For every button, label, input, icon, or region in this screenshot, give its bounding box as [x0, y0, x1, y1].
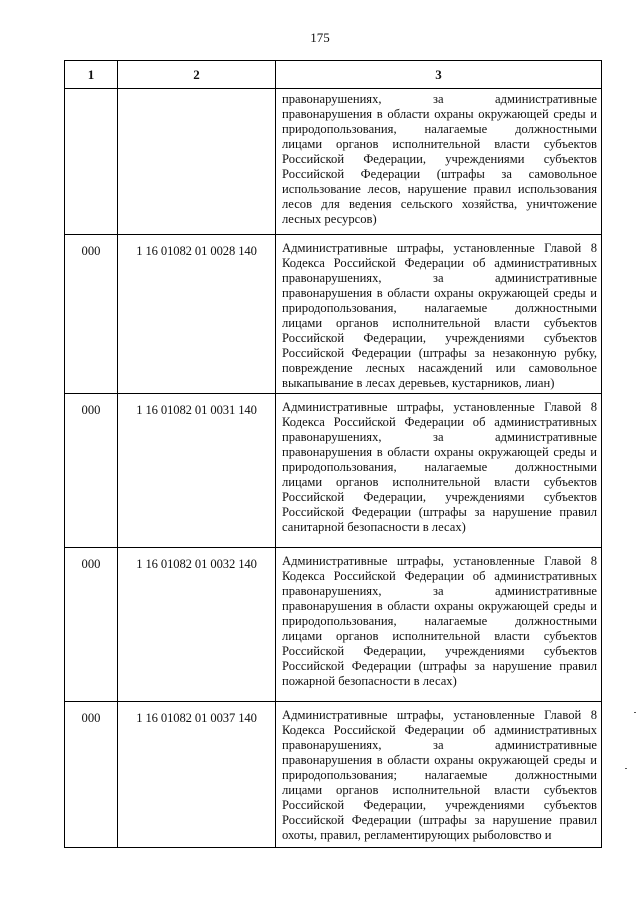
description-line: Российской Федерации, учреждениями субъектов	[282, 490, 597, 504]
description-line: пожарной безопасности в лесах)	[282, 674, 457, 688]
description-line: лесов для ведения сельского хозяйства, уничтожение	[282, 197, 597, 211]
admin-code-cell: 000	[65, 235, 118, 394]
column-header-3: 3	[276, 61, 602, 89]
scan-mark	[625, 768, 627, 769]
description-line: Кодекса Российской Федерации об административных	[282, 256, 597, 270]
income-code-cell: 1 16 01082 01 0031 140	[118, 394, 276, 548]
table-row	[65, 235, 602, 394]
income-code-cell: 1 16 01082 01 0028 140	[118, 235, 276, 394]
description-cell	[276, 89, 602, 235]
description-line: правонарушения в области охраны окружающей среды и	[282, 445, 597, 459]
description-line: выкапывание в лесах деревьев, кустарников, лиан)	[282, 376, 555, 390]
description-line: природопользования; налагаемые должностными	[282, 768, 597, 782]
table-body	[65, 89, 602, 848]
description-cell	[276, 702, 602, 848]
description-line: природопользования, налагаемые должностными	[282, 614, 597, 628]
description-cell	[276, 394, 602, 548]
description-line: Административные штрафы, установленные Главой 8	[282, 400, 597, 414]
description-line: Кодекса Российской Федерации об административных	[282, 415, 597, 429]
description-line: Российской Федерации, учреждениями субъектов	[282, 152, 597, 166]
description-line: лицами органов исполнительной власти субъектов	[282, 137, 597, 151]
description-line: правонарушениях, за административные	[282, 430, 597, 444]
description-line: Российской Федерации (штрафы за нарушение правил	[282, 505, 597, 519]
description-line: Российской Федерации (штрафы за самовольное	[282, 167, 597, 181]
table-row	[65, 89, 602, 235]
budget-classification-table	[64, 60, 602, 848]
description-line: Российской Федерации, учреждениями субъектов	[282, 798, 597, 812]
description-line: природопользования, налагаемые должностными	[282, 301, 597, 315]
table-row	[65, 702, 602, 848]
description-line: правонарушениях, за административные	[282, 738, 597, 752]
description-line: лицами органов исполнительной власти субъектов	[282, 475, 597, 489]
description-line: охоты, правил, регламентирующих рыболовство и	[282, 828, 552, 842]
description-line: природопользования, налагаемые должностными	[282, 122, 597, 136]
description-line: правонарушениях, за административные	[282, 92, 597, 106]
income-code-cell: 1 16 01082 01 0032 140	[118, 548, 276, 702]
description-line: правонарушения в области охраны окружающей среды и	[282, 753, 597, 767]
admin-code-cell: 000	[65, 394, 118, 548]
description-line: правонарушения в области охраны окружающей среды и	[282, 286, 597, 300]
admin-code-cell	[65, 89, 118, 235]
scan-mark	[634, 712, 636, 713]
description-line: Административные штрафы, установленные Главой 8	[282, 241, 597, 255]
description-line: правонарушения в области охраны окружающей среды и	[282, 599, 597, 613]
income-code-cell: 1 16 01082 01 0037 140	[118, 702, 276, 848]
description-line: лицами органов исполнительной власти субъектов	[282, 629, 597, 643]
description-line: правонарушения в области охраны окружающей среды и	[282, 107, 597, 121]
income-code-cell	[118, 89, 276, 235]
page-number: 175	[310, 30, 330, 45]
description-line: лесных ресурсов)	[282, 212, 377, 226]
column-header-1: 1	[65, 61, 118, 89]
description-line: использование лесов, нарушение правил использования	[282, 182, 597, 196]
description-line: санитарной безопасности в лесах)	[282, 520, 466, 534]
table-row	[65, 394, 602, 548]
description-line: правонарушениях, за административные	[282, 584, 597, 598]
description-line: Кодекса Российской Федерации об административных	[282, 723, 597, 737]
description-line: Кодекса Российской Федерации об административных	[282, 569, 597, 583]
table-header-row	[65, 61, 602, 89]
description-cell	[276, 548, 602, 702]
description-cell	[276, 235, 602, 394]
description-line: природопользования, налагаемые должностными	[282, 460, 597, 474]
description-line: Российской Федерации, учреждениями субъектов	[282, 331, 597, 345]
description-line: Российской Федерации (штрафы за нарушение правил	[282, 659, 597, 673]
description-line: Административные штрафы, установленные Главой 8	[282, 554, 597, 568]
admin-code-cell: 000	[65, 548, 118, 702]
table-row	[65, 548, 602, 702]
description-line: повреждение лесных насаждений или самовольное	[282, 361, 597, 375]
description-line: Российской Федерации, учреждениями субъектов	[282, 644, 597, 658]
column-header-2: 2	[118, 61, 276, 89]
description-line: Российской Федерации (штрафы за нарушение правил	[282, 813, 597, 827]
description-line: Российской Федерации (штрафы за незаконную рубку,	[282, 346, 597, 360]
description-line: лицами органов исполнительной власти субъектов	[282, 783, 597, 797]
description-line: правонарушениях, за административные	[282, 271, 597, 285]
description-line: лицами органов исполнительной власти субъектов	[282, 316, 597, 330]
description-line: Административные штрафы, установленные Главой 8	[282, 708, 597, 722]
admin-code-cell: 000	[65, 702, 118, 848]
